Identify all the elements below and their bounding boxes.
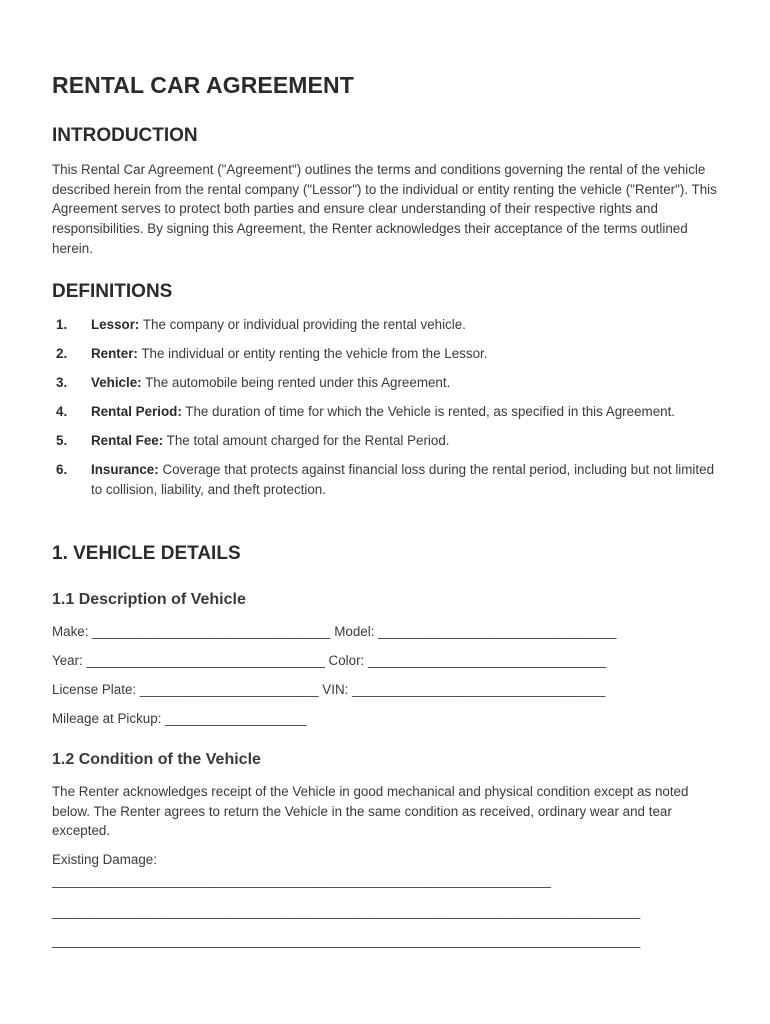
definition-text: The duration of time for which the Vehicle is rented, as specified in this Agreement. <box>181 404 676 419</box>
definition-number: 1. <box>56 317 68 332</box>
definitions-heading: DEFINITIONS <box>52 281 173 302</box>
introduction-heading: INTRODUCTION <box>52 125 198 146</box>
mileage-at-pickup-field: Mileage at Pickup: ___________________ <box>52 711 307 726</box>
existing-damage-label: Existing Damage: <box>52 852 157 867</box>
definition-term: Vehicle: <box>91 375 142 390</box>
definition-term: Insurance: <box>91 462 159 477</box>
definition-term: Rental Fee: <box>91 433 164 448</box>
definition-term: Renter: <box>91 346 138 361</box>
definition-text: The automobile being rented under this Agreement. <box>141 375 451 390</box>
definition-text: The company or individual providing the rental vehicle. <box>139 317 466 332</box>
definitions-list <box>52 315 720 509</box>
vehicle-condition-paragraph: The Renter acknowledges receipt of the Vehicle in good mechanical and physical condition except as noted below. The Renter agrees to return the Vehicle in the same condition as received, ordinary wear and tear excepted. <box>52 784 689 839</box>
definition-item-rental-period <box>52 402 720 422</box>
introduction-paragraph: This Rental Car Agreement ("Agreement") outlines the terms and conditions governing the rental of the vehicle described herein from the rental company ("Lessor") to the individual or entity renting the vehicle ("Renter"). This Agreement serves to protect both parties and ensure clear understanding of their respective rights and responsibilities. By signing this Agreement, the Renter acknowledges their acceptance of the terms outlined herein. <box>52 162 717 256</box>
make-model-field: Make: ________________________________ Model: ________________________________ <box>52 624 617 639</box>
vehicle-description-heading: 1.1 Description of Vehicle <box>52 591 246 608</box>
definition-number: 4. <box>56 404 68 419</box>
vehicle-details-heading: 1. VEHICLE DETAILS <box>52 543 241 564</box>
definition-number: 2. <box>56 346 68 361</box>
definition-number: 5. <box>56 433 68 448</box>
definition-text: Coverage that protects against financial loss during the rental period, including but not limited to collision, liability, and theft protection. <box>91 462 715 497</box>
definition-text: The individual or entity renting the vehicle from the Lessor. <box>137 346 488 361</box>
license-plate-vin-field: License Plate: ________________________ VIN: __________________________________ <box>52 682 606 697</box>
existing-damage-line-3: _______________________________________________________________________________ <box>52 933 641 948</box>
definition-item-insurance <box>52 460 720 499</box>
definition-item-rental-fee <box>52 431 720 451</box>
definition-item-lessor <box>52 315 720 335</box>
year-color-field: Year: ________________________________ Color: ________________________________ <box>52 653 607 668</box>
definition-term: Lessor: <box>91 317 140 332</box>
definition-number: 6. <box>56 462 68 477</box>
definition-text: The total amount charged for the Rental Period. <box>163 433 450 448</box>
definition-term: Rental Period: <box>91 404 182 419</box>
definition-item-vehicle <box>52 373 720 393</box>
existing-damage-line-1: ___________________________________________________________________ <box>52 873 551 888</box>
document-title: RENTAL CAR AGREEMENT <box>52 72 354 98</box>
definition-item-renter <box>52 344 720 364</box>
existing-damage-line-2: _______________________________________________________________________________ <box>52 904 641 919</box>
definition-number: 3. <box>56 375 68 390</box>
vehicle-condition-heading: 1.2 Condition of the Vehicle <box>52 751 261 768</box>
